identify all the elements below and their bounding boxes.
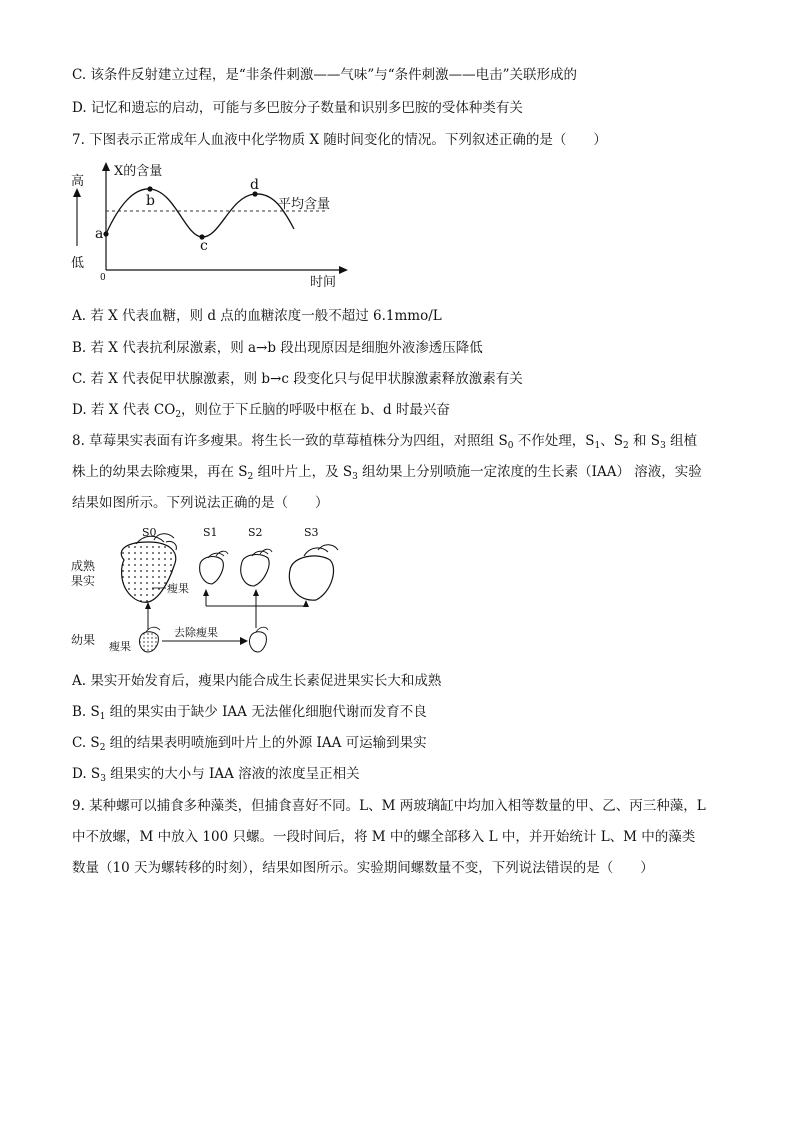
q8-diagram [66,520,366,660]
q8-stem-line2: 株上的幼果去除瘦果，再在 $S_2$ 组叶片上，及 $S_3$ 组幼果上分别喷施一定浓度的生长素（IAA） 溶液，实验 [72,464,702,482]
q8-option-a: A. 果实开始发育后，瘦果内能合成生长素促进果实长大和成熟 [72,673,442,689]
label-s2: S2 [248,526,263,539]
mature-label-1: 成熟 [71,559,96,573]
label-s3: S3 [304,526,319,539]
achene-label-top: 瘦果 [167,582,189,595]
q8-option-d: D. $S_3$ 组果实的大小与 IAA 溶液的浓度呈正相关 [72,766,360,784]
mature-label-2: 果实 [71,574,96,588]
q7-option-d: D. 若 X 代表 $CO_2$，则位于下丘脑的呼吸中枢在 b、d 时最兴奋 [72,402,450,420]
achene-label-young: 瘦果 [109,640,131,653]
q8-option-b: B. $S_1$ 组的果实由于缺少 IAA 无法催化细胞代谢而发育不良 [72,704,427,722]
q7-stem: 7. 下图表示正常成年人血液中化学物质 X 随时间变化的情况。下列叙述正确的是（ ） [72,132,607,148]
remove-achene-label: 去除瘦果 [174,626,218,639]
origin-label: 0 [100,273,106,283]
label-d: d [250,177,259,193]
q9-stem-line2: 中不放螺，M 中放入 100 只螺。一段时间后，将 M 中的螺全部移入 L 中，并开始统计 L、M 中的藻类 [72,829,696,845]
y-axis-label: X的含量 [114,164,163,179]
q9-stem-line3: 数量（10 天为螺转移的时刻），结果如图所示。实验期间螺数量不变，下列说法错误的是（ ） [72,860,654,876]
high-label: 高 [71,174,85,189]
q9-stem-line1: 9. 某种螺可以捕食多种藻类，但捕食喜好不同。L、M 两玻璃缸中均加入相等数量的甲、乙、丙三种藻，L [72,798,706,814]
q6-option-d: D. 记忆和遗忘的启动，可能与多巴胺分子数量和识别多巴胺的受体种类有关 [72,100,523,116]
point-b [147,186,152,191]
q6-option-c: C. 该条件反射建立过程，是“非条件刺激——气味”与“条件刺激——电击”关联形成的 [72,67,578,83]
label-a: a [95,226,104,242]
label-c: c [200,238,208,254]
label-s1: S1 [203,526,218,539]
q7-option-a: A. 若 X 代表血糖，则 d 点的血糖浓度一般不超过 6.1mmo/L [72,308,442,324]
q7-option-c: C. 若 X 代表促甲状腺激素，则 b→c 段变化只与促甲状腺激素释放激素有关 [72,371,523,387]
x-axis-label: 时间 [310,275,337,288]
low-label: 低 [71,256,85,271]
point-a [103,231,108,236]
q8-stem-line3: 结果如图所示。下列说法正确的是（ ） [72,495,329,511]
young-label: 幼果 [71,633,96,647]
label-s0: S0 [142,526,157,539]
average-label: 平均含量 [278,197,331,212]
q7-graph [60,158,360,288]
q7-option-b: B. 若 X 代表抗利尿激素，则 a→b 段出现原因是细胞外液渗透压降低 [72,340,483,356]
q8-stem-line1: 8. 草莓果实表面有许多瘦果。将生长一致的草莓植株分为四组，对照组 $S_0$ 不作处理，$S_1$、$S_2$ 和 $S_3$ 组植 [72,433,698,451]
label-b: b [146,193,155,209]
q8-option-c: C. $S_2$ 组的结果表明喷施到叶片上的外源 IAA 可运输到果实 [72,735,427,753]
